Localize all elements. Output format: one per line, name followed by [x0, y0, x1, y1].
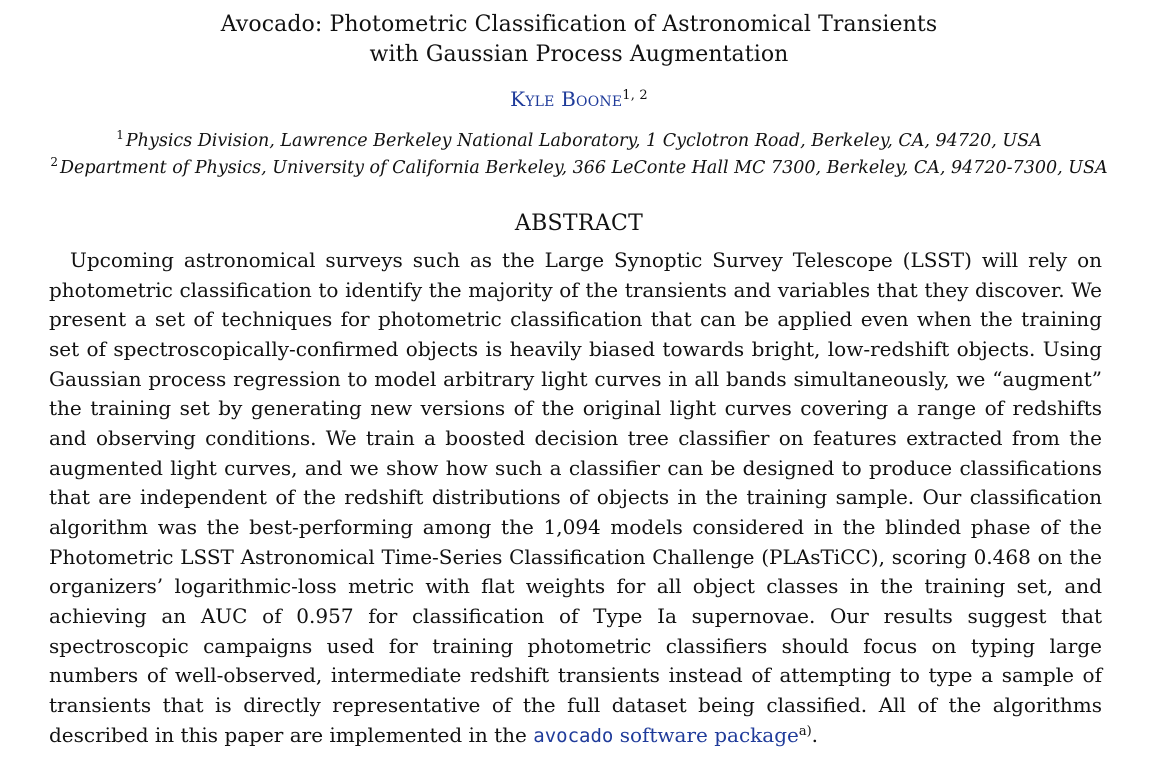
- paper-title: [0, 10, 1158, 70]
- abstract-body: [49, 246, 1102, 751]
- title-line-2: with Gaussian Process Augmentation: [369, 42, 789, 67]
- author-affiliation-marks: 1, 2: [622, 88, 648, 103]
- affiliation-2-text: Department of Physics, University of California Berkeley, 366 LeConte Hall MC 7300, Berkeley, CA, 94720-7300, USA: [60, 158, 1108, 178]
- affiliation-1: [0, 130, 1158, 152]
- affiliation-2-mark: 2: [50, 155, 59, 169]
- abstract-text: Upcoming astronomical surveys such as the Large Synoptic Survey Telescope (LSST) will rely on photometric classification to identify the majority of the transients and variables that they discover. We present a set of techniques for photometric classification that can be applied even when the training set of spectroscopically-confirmed objects is heavily biased towards bright, low-redshift objects. Using Gaussian process regression to model arbitrary light curves in all bands simultaneously, we “augment” the training set by generating new versions of the original light curves covering a range of redshifts and observing conditions. We train a boosted decision tree classifier on features extracted from the augmented light curves, and we show how such a classifier can be designed to produce classifications that are independent of the redshift distributions of objects in the training sample. Our classification algorithm was the best-performing among the 1,094 models considered in the blinded phase of the Photometric LSST Astronomical Time-Series Classification Challenge (PLAsTiCC), scoring 0.468 on the organizers’ logarithmic-loss metric with flat weights for all object classes in the training set, and achieving an AUC of 0.957 for classification of Type Ia supernovae. Our results suggest that spectroscopic campaigns used for training photometric classifiers should focus on typing large numbers of well-observed, intermediate redshift transients instead of attempting to type a sample of transients that is directly representative of the full dataset being classified. All of the algorithms described in this paper are implemented in the: [49, 248, 1102, 747]
- author-line: [0, 86, 1158, 112]
- abstract-heading: ABSTRACT: [514, 211, 644, 236]
- author-name[interactable]: Kyle Boone: [510, 87, 623, 111]
- avocado-code-link[interactable]: avocado: [533, 724, 614, 747]
- affiliation-1-text: Physics Division, Lawrence Berkeley National Laboratory, 1 Cyclotron Road, Berkeley, CA, 94720, USA: [125, 131, 1042, 151]
- title-line-1: Avocado: Photometric Classification of Astronomical Transients: [220, 12, 938, 37]
- software-package-link[interactable]: software package: [619, 722, 799, 747]
- affiliation-1-mark: 1: [116, 128, 124, 142]
- affiliation-2: [0, 157, 1158, 179]
- footnote-mark[interactable]: a): [798, 723, 812, 739]
- abstract-end-period: .: [811, 722, 819, 747]
